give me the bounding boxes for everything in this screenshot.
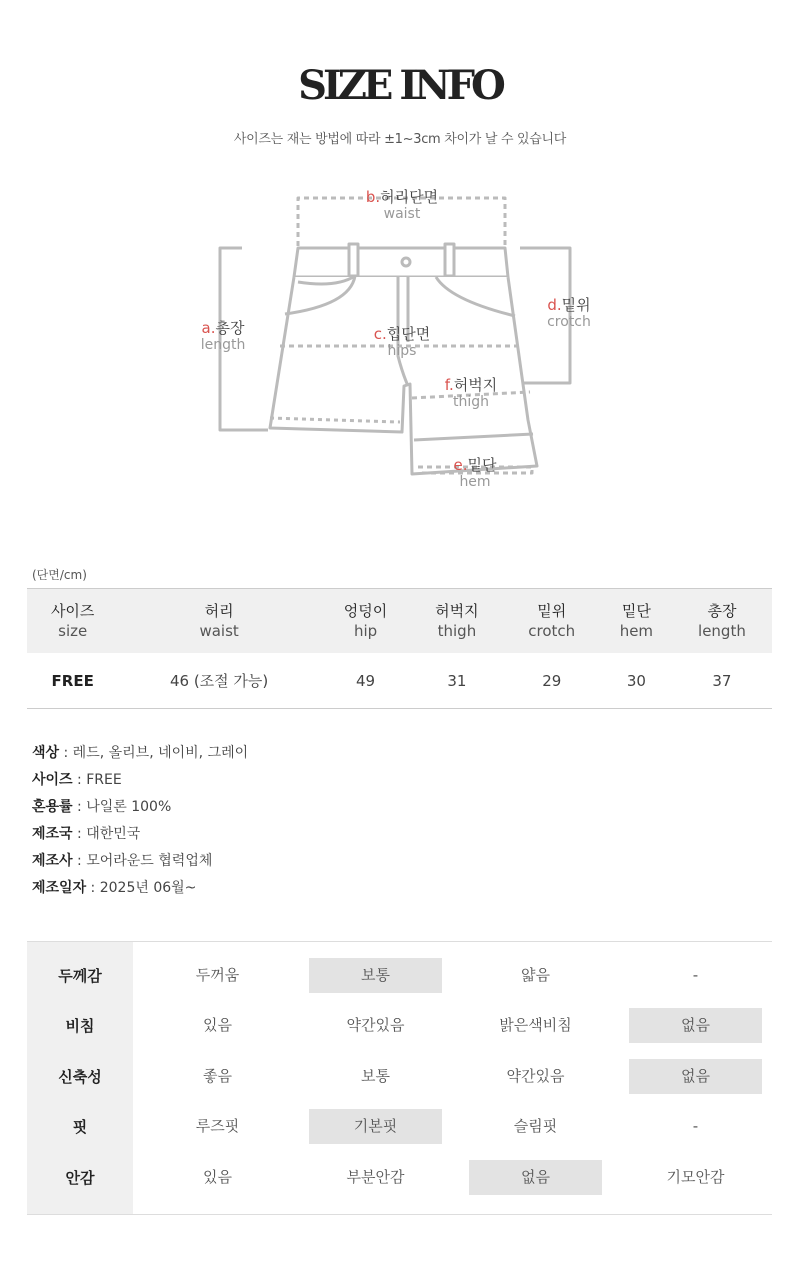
feature-option: 없음	[469, 1160, 602, 1195]
info-country: 제조국 : 대한민국	[32, 826, 141, 842]
info-date: 제조일자 : 2025년 06월~	[32, 880, 197, 896]
info-color: 색상 : 레드, 올리브, 네이비, 그레이	[32, 745, 249, 761]
feature-row	[27, 1102, 772, 1152]
feature-row	[27, 1001, 772, 1051]
feature-row	[27, 1153, 772, 1203]
cell-crotch: 29	[503, 653, 601, 709]
page-subtitle: 사이즈는 재는 방법에 따라 ±1~3cm 차이가 날 수 있습니다	[233, 132, 567, 147]
feature-option: 슬림핏	[513, 1117, 558, 1135]
feature-option: 두꺼움	[195, 966, 240, 984]
header-thigh: 허벅지 thigh	[411, 589, 502, 654]
cell-waist: 46 (조절 가능)	[118, 653, 319, 709]
waist-label: b.허리단면 waist	[365, 188, 439, 223]
feature-option: 약간있음	[506, 1067, 565, 1085]
info-size: 사이즈 : FREE	[32, 772, 122, 788]
feature-name: 비침	[65, 1017, 95, 1035]
header-hem: 밑단 hem	[601, 589, 672, 654]
feature-option: 기본핏	[309, 1109, 442, 1144]
feature-option: 좋음	[203, 1067, 232, 1085]
feature-option: -	[692, 966, 699, 984]
size-table	[27, 588, 772, 709]
feature-name: 신축성	[58, 1068, 102, 1086]
length-label: a.총장 length	[200, 319, 246, 354]
feature-table	[27, 941, 772, 1215]
cell-hip: 49	[320, 653, 411, 709]
header-hip: 엉덩이 hip	[320, 589, 411, 654]
feature-name: 두께감	[58, 967, 102, 985]
cell-length: 37	[672, 653, 772, 709]
header-length: 총장 length	[672, 589, 772, 654]
size-table-header	[27, 589, 772, 654]
cell-size: FREE	[27, 653, 118, 709]
cell-thigh: 31	[411, 653, 502, 709]
feature-option: 없음	[629, 1059, 762, 1094]
hem-label: e.밑단 hem	[453, 456, 497, 491]
header-waist: 허리 waist	[118, 589, 319, 654]
feature-option: 보통	[309, 958, 442, 993]
feature-option: 루즈핏	[195, 1117, 240, 1135]
crotch-label: d.밑위 crotch	[547, 296, 591, 331]
cell-hem: 30	[601, 653, 672, 709]
feature-option: 얇음	[521, 966, 550, 984]
header-crotch: 밑위 crotch	[503, 589, 601, 654]
feature-option: 부분안감	[346, 1168, 405, 1186]
feature-name: 안감	[65, 1169, 95, 1187]
feature-row	[27, 1052, 772, 1102]
header-size: 사이즈 size	[27, 589, 118, 654]
page-title: SIZE INFO	[298, 62, 502, 109]
info-material: 혼용률 : 나일론 100%	[32, 799, 172, 815]
feature-option: 보통	[361, 1067, 390, 1085]
table-row	[27, 653, 772, 709]
thigh-label: f.허벅지 thigh	[444, 376, 498, 411]
shorts-diagram	[0, 0, 800, 520]
feature-name: 핏	[72, 1118, 88, 1136]
info-manufacturer: 제조사 : 모어라운드 협력업체	[32, 853, 213, 869]
feature-option: 밝은색비침	[499, 1016, 572, 1034]
feature-option: -	[692, 1117, 699, 1135]
feature-row	[27, 951, 772, 1001]
product-info	[32, 742, 248, 904]
hips-label: c.힙단면 hips	[373, 325, 431, 360]
feature-option: 있음	[203, 1016, 232, 1034]
feature-option: 없음	[629, 1008, 762, 1043]
feature-option: 약간있음	[346, 1016, 405, 1034]
feature-option: 기모안감	[666, 1168, 725, 1186]
feature-option: 있음	[203, 1168, 232, 1186]
unit-label: (단면/cm)	[32, 568, 87, 582]
